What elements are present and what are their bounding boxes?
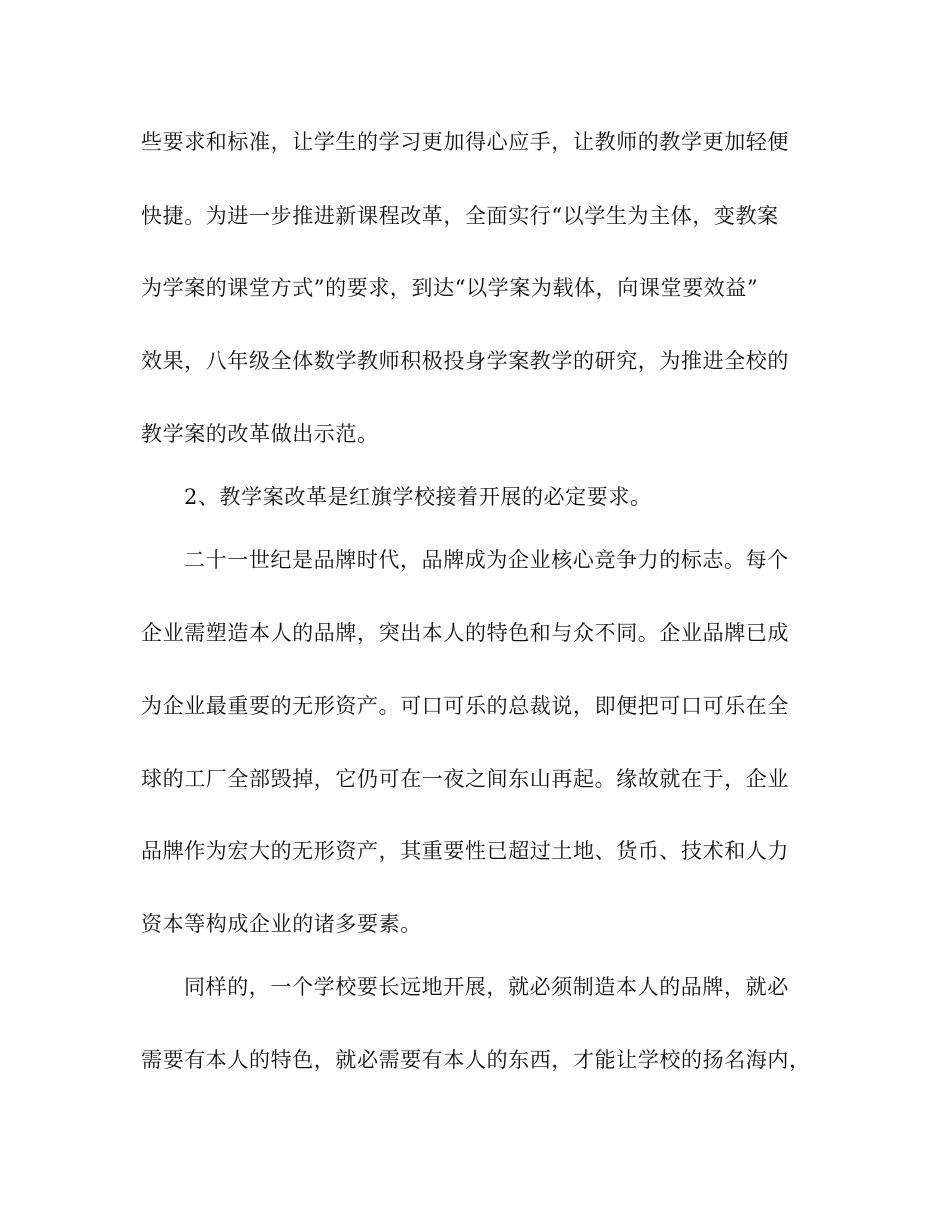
text-line: 为企业最重要的无形资产。可口可乐的总裁说，即便把可口可乐在全 (141, 694, 789, 718)
text-line: 企业需塑造本人的品牌，突出本人的特色和与众不同。企业品牌已成 (141, 621, 789, 645)
text-line: 需要有本人的特色，就必需要有本人的东西，才能让学校的扬名海内， (141, 1048, 811, 1072)
text-line: 二十一世纪是品牌时代，品牌成为企业核心竞争力的标志。每个 (184, 548, 789, 572)
text-line: 效果，八年级全体数学教师积极投身学案教学的研究，为推进全校的 (141, 349, 789, 373)
text-line: 同样的，一个学校要长远地开展，就必须制造本人的品牌，就必 (184, 975, 789, 999)
text-line: 资本等构成企业的诸多要素。 (141, 912, 422, 936)
text-line: 为学案的课堂方式”的要求，到达“以学案为载体，向课堂要效益” (141, 276, 759, 300)
section-heading: 2、教学案改革是红旗学校接着开展的必定要求。 (184, 485, 652, 509)
text-line: 品牌作为宏大的无形资产，其重要性已超过土地、货币、技术和人力 (141, 839, 789, 863)
text-line: 球的工厂全部毁掉，它仍可在一夜之间东山再起。缘故就在于，企业 (141, 767, 789, 791)
text-line: 教学案的改革做出示范。 (141, 422, 379, 446)
text-line: 些要求和标准，让学生的学习更加得心应手，让教师的教学更加轻便 (141, 130, 789, 154)
text-line: 快捷。为进一步推进新课程改革，全面实行“以学生为主体，变教案 (141, 204, 779, 228)
